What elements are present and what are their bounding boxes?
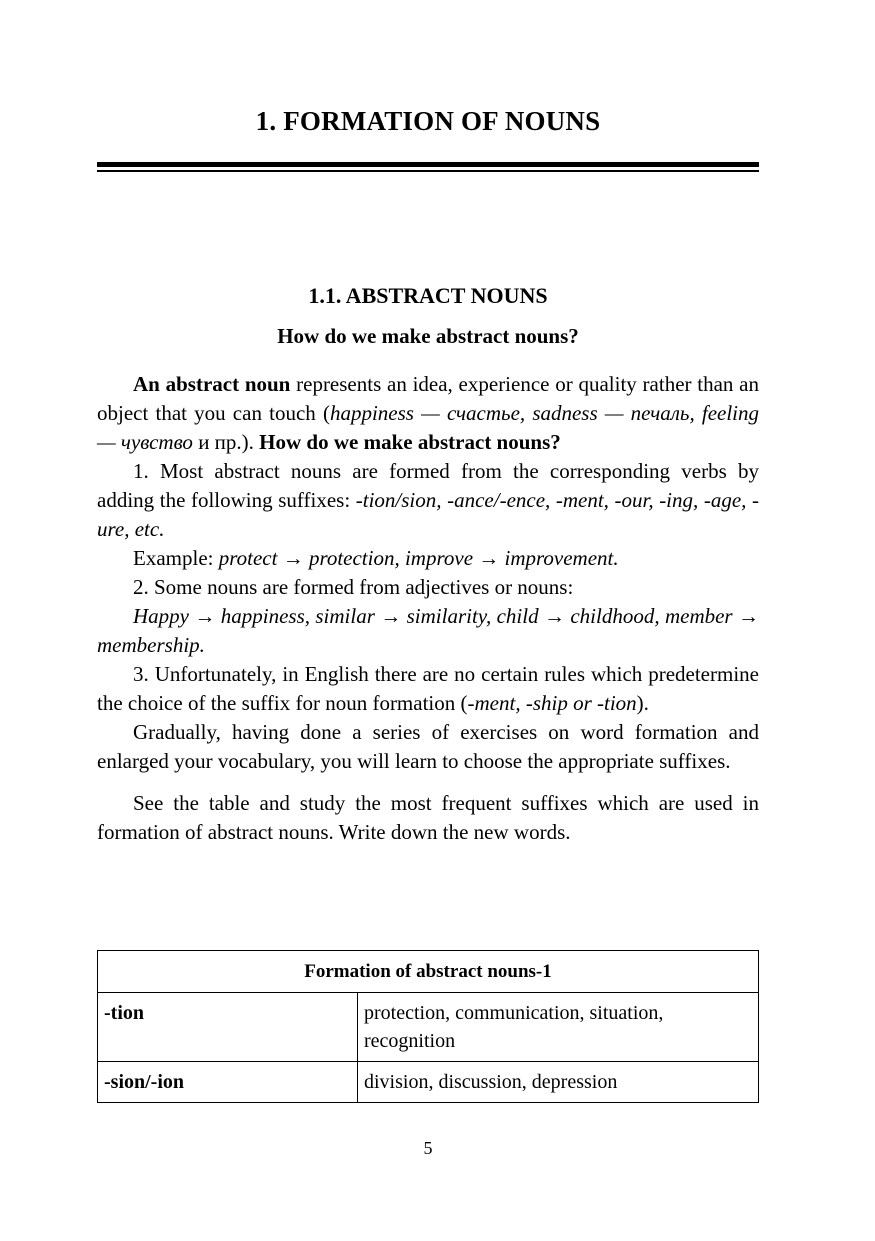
paragraph-examples-2 — [97, 602, 759, 660]
suffix-table — [97, 950, 759, 1103]
section-title: 1.1. ABSTRACT NOUNS — [308, 283, 548, 308]
paragraph-text: 1. Most abstract nouns are formed from the corresponding verbs by adding the following suffixes: — [97, 459, 759, 512]
paragraph-text: 2. Some nouns are formed from adjectives or nouns: — [133, 575, 574, 599]
section-subtitle: How do we make abstract nouns? — [277, 324, 579, 348]
table-cell-suffix: -tion — [98, 993, 358, 1062]
paragraph-text: Example: — [133, 546, 219, 570]
paragraph-text: 3. Unfortunately, in English there are no certain rules which predetermine the choice of the suffix for noun formation ( — [97, 662, 759, 715]
paragraph-text: ). — [636, 691, 649, 715]
paragraph-italic: -tion/sion, -ance/-ence, -ment, -our, -ing, -age, -ure, etc. — [97, 488, 759, 541]
paragraph-italic: -ment, -ship or -tion — [467, 691, 637, 715]
table-cell-examples: protection, communication, situation, recognition — [358, 993, 759, 1062]
table-cell-suffix: -sion/-ion — [98, 1062, 358, 1103]
page-number: 5 — [423, 1138, 433, 1158]
body-text — [97, 370, 759, 847]
paragraph-gradually — [97, 718, 759, 776]
paragraph-rule-2 — [97, 573, 759, 602]
paragraph-italic: happiness — счастье, sadness — печаль, feeling — чувство — [97, 401, 760, 454]
chapter-title: 1. FORMATION OF NOUNS — [255, 106, 601, 136]
paragraph-italic: protect → protection, improve → improvement. — [218, 546, 619, 570]
paragraph-definition — [97, 370, 759, 457]
paragraph-text: See the table and study the most frequent suffixes which are used in formation of abstract nouns. Write down the new words. — [97, 791, 759, 844]
paragraph-rule-3 — [97, 660, 759, 718]
paragraph-text: и пр.). — [192, 430, 260, 454]
paragraph-rule-1 — [97, 457, 759, 544]
table-header-row — [98, 951, 759, 993]
paragraph-text: Gradually, having done a series of exercises on word formation and enlarged your vocabulary, you will learn to choose the appropriate suffixes. — [97, 720, 759, 773]
title-rule-thick — [97, 162, 759, 167]
paragraph-text: represents an idea, experience or quality rather than an object that you can touch ( — [97, 372, 759, 425]
paragraph-see-table — [97, 789, 759, 847]
paragraph-italic: Happy → happiness, similar → similarity, child → childhood, member → membership. — [97, 604, 759, 657]
table-row — [98, 1062, 759, 1103]
table-row — [98, 993, 759, 1062]
term-abstract-noun: An abstract noun — [133, 372, 291, 396]
table-caption: Formation of abstract nouns-1 — [98, 951, 759, 993]
table-cell-examples: division, discussion, depression — [358, 1062, 759, 1103]
paragraph-bold-question: How do we make abstract nouns? — [259, 430, 561, 454]
paragraph-example — [97, 544, 759, 573]
title-rule-thin — [97, 170, 759, 172]
